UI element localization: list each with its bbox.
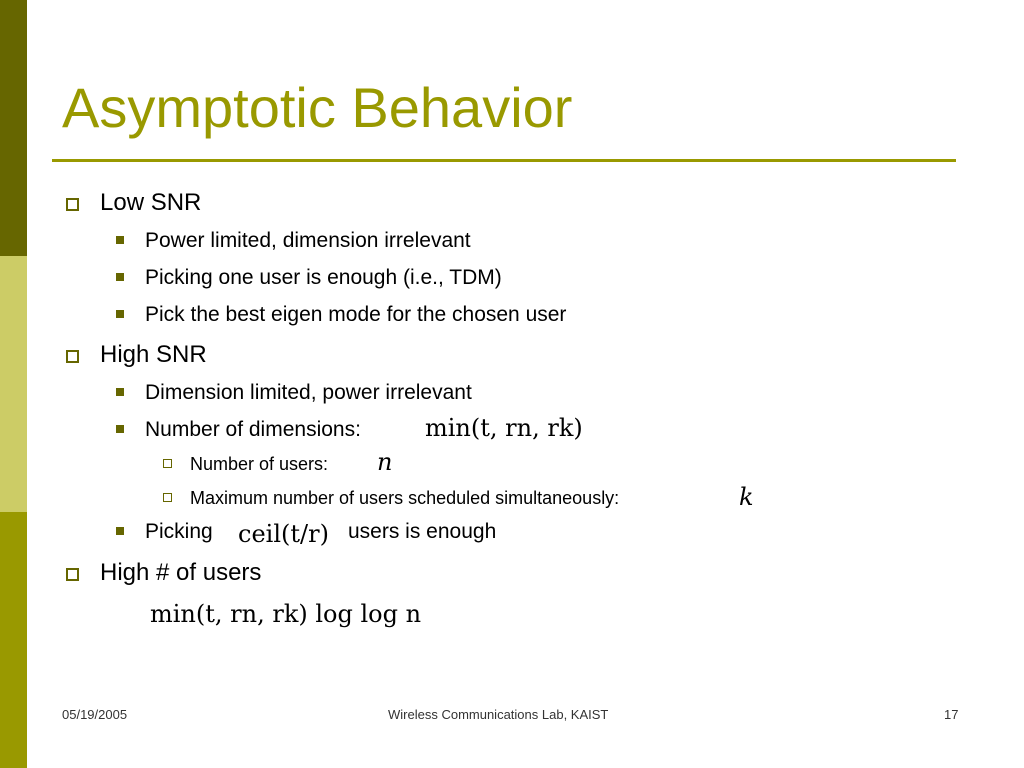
bullet-dimension-limited: Dimension limited, power irrelevant — [145, 381, 472, 404]
side-bar-mid-segment — [0, 512, 27, 768]
hollow-square-bullet-icon — [163, 459, 172, 468]
side-color-bar — [0, 0, 27, 768]
solid-square-bullet-icon — [116, 273, 124, 281]
hollow-square-bullet-icon — [66, 198, 79, 211]
bullet-high-snr: High SNR — [100, 341, 207, 368]
formula-max-scheduled: k — [739, 483, 754, 511]
formula-num-users: n — [377, 448, 393, 476]
solid-square-bullet-icon — [116, 310, 124, 318]
side-bar-light-segment — [0, 256, 27, 512]
bullet-picking-suffix: users is enough — [348, 520, 497, 543]
solid-square-bullet-icon — [116, 236, 124, 244]
bullet-power-limited: Power limited, dimension irrelevant — [145, 229, 471, 252]
footer-date: 05/19/2005 — [62, 707, 128, 722]
slide-title: Asymptotic Behavior — [62, 76, 573, 139]
hollow-square-bullet-icon — [163, 493, 172, 502]
hollow-square-bullet-icon — [66, 568, 79, 581]
bullet-max-scheduled: Maximum number of users scheduled simultaneously: — [190, 488, 620, 508]
formula-num-dimensions: min(t, rn, rk) — [425, 414, 583, 442]
bullet-high-users: High # of users — [100, 559, 262, 586]
bullet-eigen-mode: Pick the best eigen mode for the chosen user — [145, 303, 567, 326]
footer-org: Wireless Communications Lab, KAIST — [388, 707, 609, 722]
bullet-num-dimensions: Number of dimensions: — [145, 418, 361, 441]
formula-picking: ceil(t/r) — [238, 520, 329, 548]
bullet-one-user: Picking one user is enough (i.e., TDM) — [145, 266, 502, 289]
solid-square-bullet-icon — [116, 425, 124, 433]
bullet-num-users: Number of users: — [190, 454, 329, 474]
bullet-picking-prefix: Picking — [145, 520, 213, 543]
formula-high-users: min(t, rn, rk) log log n — [150, 600, 422, 628]
solid-square-bullet-icon — [116, 388, 124, 396]
bullet-low-snr: Low SNR — [100, 189, 202, 216]
title-underline — [52, 159, 956, 162]
solid-square-bullet-icon — [116, 527, 124, 535]
side-bar-dark-segment — [0, 0, 27, 256]
hollow-square-bullet-icon — [66, 350, 79, 363]
footer-page-number: 17 — [944, 707, 959, 722]
